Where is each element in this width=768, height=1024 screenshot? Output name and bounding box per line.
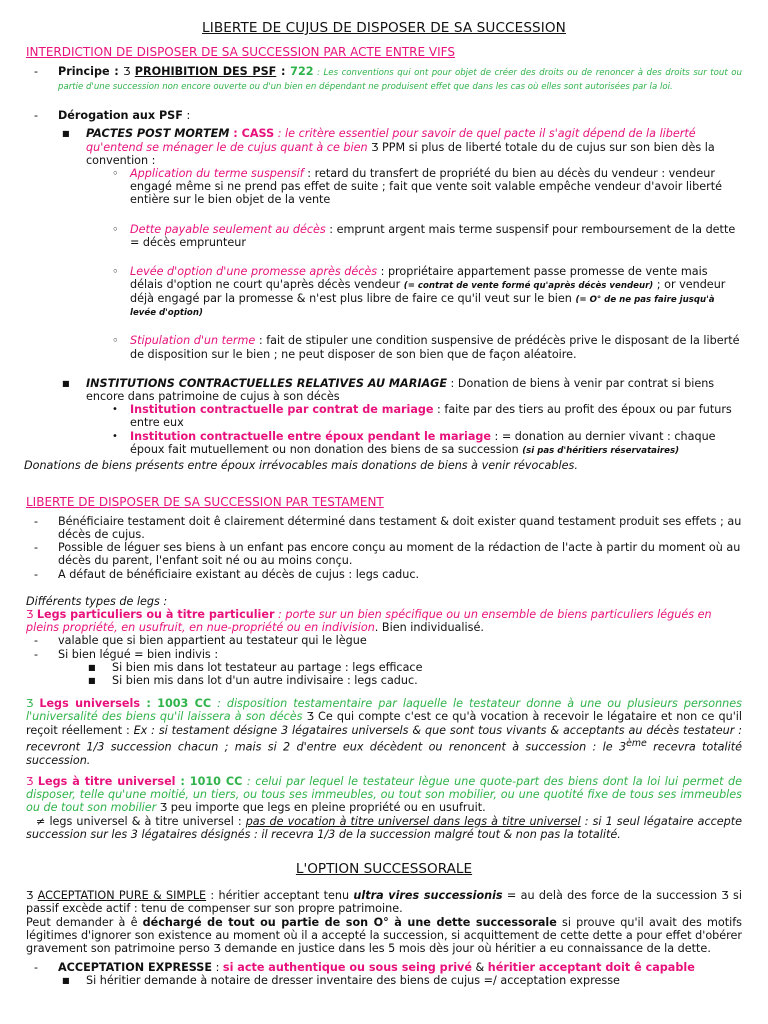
legs-particuliers-item-2: - Si bien légué = bien indivis : [34,647,219,661]
decharge-paragraph: Peut demander à ê déchargé de tout ou partie de son O° à une dette successorale si prouve qu'il avait des motifs légitimes d'ignorer son existence au moment où il a accepté la succession, si acquittement de cette dette a pour effet d'obérer gravement son patrimoine perso Ʒ demande en justice dans les 5 mois dès jour où héritier a eu connaissance de la dette. [26,915,742,955]
pactes-post-mortem-item: ■ PACTES POST MORTEM : CASS : le critère essentiel pour savoir de quel pacte il s'agit dépend de la liberté qu'entend se ménager le de cujus quant à ce bien Ʒ PPM si plus de liberté totale du de cujus sur son bien dès la convention : [62,127,715,167]
testament-item-3: - A défaut de bénéficiaire existant au décès de cujus : legs caduc. [34,567,420,581]
legs-efficace-item: ■ Si bien mis dans lot testateur au partage : legs efficace [88,660,423,674]
list-item-institution-entre-epoux: • Institution contractuelle entre époux pendant le mariage : = donation au dernier vivant : chaque époux fait mutuellement ou non donation des biens de sa succession (si pas d'héritiers réservataires) [112,429,716,456]
legs-titre-universel-paragraph: Ʒ Legs à titre universel : 1010 CC : celui par lequel le testateur lègue une quote-part des biens dont la loi lui permet de disposer, telle qu'une moitié, un tiers, ou tous ses immeubles, ou tout son mobilier, ou une quotité fixe de tous ses immeubles ou de tout son mobilier Ʒ peu importe que legs en pleine propriété ou en usufruit. [26,774,743,815]
institutions-contractuelles-item: ■ INSTITUTIONS CONTRACTUELLES RELATIVES AU MARIAGE : Donation de biens à venir par contrat si biens encore dans patrimoine de cujus à son décès [62,376,715,404]
arrow-icon: Ʒ [213,941,221,955]
document-page [26,22,742,988]
acceptation-expresse-item: - ACCEPTATION EXPRESSE : si acte authentique ou sous seing privé & héritier acceptant doit ê capable [34,961,695,975]
arrow-icon: Ʒ [371,140,379,154]
types-legs-heading: Différents types de legs : [26,594,168,608]
legs-universels-paragraph: Ʒ Legs universels : 1003 CC : disposition testamentaire par laquelle le testateur donne à une ou plusieurs personnes l'universalité des biens qu'il laissera à son décès Ʒ Ce qui compte c'est ce qu'à vocation à recevoir le légataire et non ce qu'il reçoit réellement : Ex : si testament désigne 3 légataires universels & que sont tous vivants & acceptants au décès testateur : recevront 1/3 succession chacun ; mais si 2 d'entre eux décèdent ou renoncent à succession : le 3ème recevra totalité succession. [26,697,743,767]
principe-item: - Principe : Ʒ PROHIBITION DES PSF : 722 : Les conventions qui ont pour objet de créer des droits ou de renoncer à des droits sur tout ou partie d'une succession non encore ouverte ou d'un bien en dépendant ne produisent effet que dans les cas où elles sont autorisées par la loi. [34,65,742,92]
arrow-icon: Ʒ [306,710,314,724]
acceptation-pure-paragraph: Ʒ ACCEPTATION PURE & SIMPLE : héritier acceptant tenu ultra vires successionis = au delà des force de la succession Ʒ si passif excède actif : tenu de compenser sur son propre patrimoine. [26,889,742,916]
arrow-icon: Ʒ [26,774,34,788]
testament-item-2: - Possible de léguer ses biens à un enfant pas encore conçu au moment de la rédaction de l'acte à partir du moment où au décès du parent, l'enfant soit né ou au moins conçu. [34,541,741,568]
arrow-icon: Ʒ [26,889,34,903]
list-item-levee-option: ◦ Levée d'option d'une promesse après décès : propriétaire appartement passe promesse de vente mais délais d'option ne court qu'après décès vendeur (= contrat de vente formé qu'après décès vendeur) ; or vendeur déjà engagé par la promesse & n'est plus libre de faire ce qu'il veut sur le bien (= O° de ne pas faire jusqu'à levée d'option) [112,265,726,319]
arrow-icon: Ʒ [721,889,729,903]
arrow-icon: Ʒ [26,607,34,621]
legs-caduc-item: ■ Si bien mis dans lot d'un autre indivisaire : legs caduc. [88,673,418,687]
list-item-dette-payable: ◦ Dette payable seulement au décès : emprunt argent mais terme suspensif pour remboursement de la dette = décès emprunteur [112,222,736,249]
testament-item-1: - Bénéficiaire testament doit ê clairement déterminé dans testament & doit exister quand testament produit ses effets ; au décès de cujus. [34,514,742,541]
derogation-item: - Dérogation aux PSF : [34,109,191,123]
section-heading-entre-vifs: INTERDICTION DE DISPOSER DE SA SUCCESSION PAR ACTE ENTRE VIFS [26,45,455,60]
legs-particuliers-item-1: - valable que si bien appartient au testateur qui le lègue [34,634,367,648]
arrow-icon: Ʒ [26,697,34,711]
section-heading-option-successorale: L'OPTION SUCCESSORALE [295,860,473,877]
legs-particuliers-paragraph: Ʒ Legs particuliers ou à titre particulier : porte sur un bien spécifique ou un ensemble de biens particuliers légués en pleins propriété, en usufruit, en nue-propriété ou en indivision. Bien individualisé. [26,607,712,635]
inventaire-item: ■ Si héritier demande à notaire de dresser inventaire des biens de cujus =/ acceptation expresse [62,974,620,988]
list-item-stipulation-terme: ◦ Stipulation d'un terme : fait de stipuler une condition suspensive de prédécès prive le disposant de la liberté de disposition sur le bien ; ne peut disposer de son bien que de façon aléatoire. [112,334,740,361]
legs-comparison-paragraph: ≠ legs universel & à titre universel : pas de vocation à titre universel dans legs à titre universel : si 1 seul légataire accepte succession sur les 3 légataires désignés : il recevra 1/3 de la succession malgré tout & non pas la totalité. [26,814,742,841]
page-title: LIBERTE DE CUJUS DE DISPOSER DE SA SUCCESSION [202,20,566,36]
arrow-icon: Ʒ [159,801,168,815]
not-equal-icon: ≠ [36,814,46,828]
donations-note: Donations de biens présents entre époux irrévocables mais donations de biens à venir révocables. [24,459,578,473]
list-item-institution-contrat-mariage: • Institution contractuelle par contrat de mariage : faite par des tiers au profit des époux ou par futurs entre eux [112,403,732,430]
section-heading-testament: LIBERTE DE DISPOSER DE SA SUCCESSION PAR TESTAMENT [26,494,384,509]
list-item-terme-suspensif: ◦ Application du terme suspensif : retard du transfert de propriété du bien au décès du vendeur : vendeur engagé même si ne prend pas effet de suite ; fait que vente soit valable empêche vendeur d'avoir liberté entière sur le bien objet de la vente [112,167,722,207]
arrow-icon: Ʒ [123,65,131,79]
